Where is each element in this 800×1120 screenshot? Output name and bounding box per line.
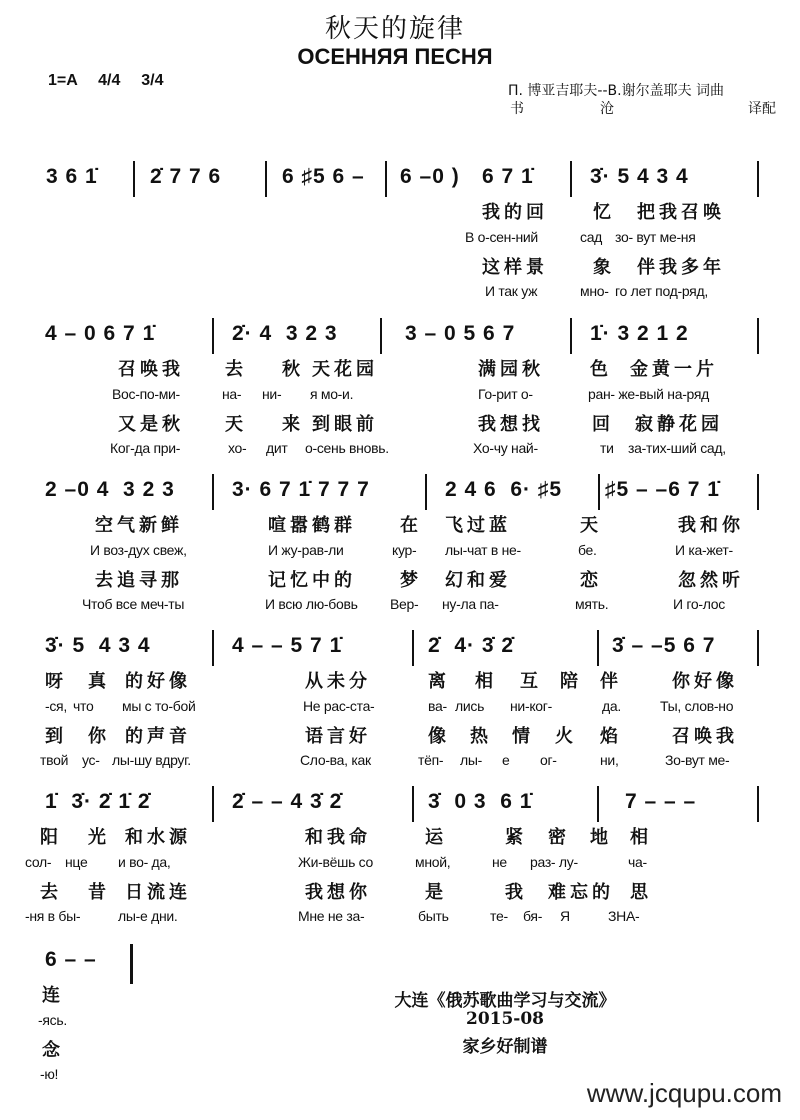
lyric-russian: кур- xyxy=(392,542,417,558)
footer-maker: 家乡好制谱 xyxy=(462,1037,548,1057)
lyric-russian: лы-шу вдруг. xyxy=(112,752,191,768)
lyric-chinese: 难忘的 xyxy=(548,882,614,903)
measure-notes: 6 – – xyxy=(45,948,97,971)
lyric-chinese: 语言好 xyxy=(305,726,371,747)
lyric-chinese: 到 xyxy=(45,726,67,747)
title-chinese: 秋天的旋律 xyxy=(324,14,465,44)
lyric-chinese: 忆 xyxy=(593,202,615,223)
lyric-russian: те- xyxy=(490,908,508,924)
lyric-chinese: 呀 xyxy=(45,671,67,692)
lyric-chinese: 密 xyxy=(548,827,570,848)
lyric-russian: мно- xyxy=(580,283,609,299)
lyric-chinese: 召唤我 xyxy=(672,726,738,747)
lyric-russian: Чтоб все меч-ты xyxy=(82,596,185,612)
measure-notes: 2̇ 4· 3̇ 2̇ xyxy=(428,634,515,657)
lyric-chinese: 象 xyxy=(593,257,615,278)
lyric-russian: Вос-по-ми- xyxy=(112,386,180,402)
measure-notes: 1̇ 3̇· 2̇ 1̇ 2̇ xyxy=(45,790,151,813)
lyric-chinese: 和我命 xyxy=(305,827,371,848)
lyric-chinese: 秋 xyxy=(282,359,304,380)
lyric-chinese: 念 xyxy=(42,1040,64,1061)
lyric-chinese: 紧 xyxy=(505,827,527,848)
lyric-chinese: 恋 xyxy=(580,570,602,591)
measure-notes: 6 ♯5 6 – xyxy=(282,165,365,188)
lyric-russian: что xyxy=(73,698,94,714)
lyric-russian: В о-сен-ний xyxy=(465,229,538,245)
lyric-chinese: 忽然听 xyxy=(678,570,744,591)
credits-composers: П. 博亚吉耶夫--В.谢尔盖耶夫 词曲 xyxy=(508,83,725,99)
barline xyxy=(212,786,214,822)
lyric-russian: мы с то-бой xyxy=(122,698,196,714)
lyric-russian: я мо-и. xyxy=(310,386,354,402)
credits-translator-2: 沧 xyxy=(600,101,614,117)
barline xyxy=(133,161,135,197)
barline xyxy=(412,630,414,666)
lyric-russian: И го-лос xyxy=(673,596,725,612)
lyric-russian: ни, xyxy=(600,752,619,768)
footer-source: 大连《俄苏歌曲学习与交流》 xyxy=(394,991,616,1011)
lyric-russian: го лет под-ряд, xyxy=(615,283,708,299)
lyric-chinese: 的声音 xyxy=(125,726,191,747)
measure-notes: 4 – – 5 7 1̇ xyxy=(232,634,343,657)
lyric-russian: И ка-жет- xyxy=(675,542,733,558)
lyric-chinese: 是 xyxy=(425,882,447,903)
lyric-russian: -ся, xyxy=(45,698,67,714)
lyric-russian: твой xyxy=(40,752,69,768)
measure-notes: ♯5 – –6 7 1̇ xyxy=(605,478,720,501)
lyric-chinese: 地 xyxy=(590,827,612,848)
lyric-chinese: 你好像 xyxy=(672,671,738,692)
measure-notes: 3̇ – –5 6 7 xyxy=(612,634,716,657)
lyric-chinese: 我的回 xyxy=(482,202,548,223)
key-signature: 1=A 4/4 3/4 xyxy=(48,72,164,89)
measure-notes: 3· 6 7 1̇ 7 7 7 xyxy=(232,478,370,501)
lyric-chinese: 去追寻那 xyxy=(95,570,183,591)
lyric-chinese: 连 xyxy=(42,985,64,1006)
lyric-russian: сад xyxy=(580,229,603,245)
measure-notes: 2 4 6 6· ♯5 xyxy=(445,478,563,501)
measure-notes: 3 – 0 5 6 7 xyxy=(405,322,516,345)
lyric-chinese: 来 xyxy=(282,414,304,435)
lyric-russian: Мне не за- xyxy=(298,908,365,924)
lyric-chinese: 我想找 xyxy=(478,414,544,435)
lyric-russian: бя- xyxy=(523,908,543,924)
lyric-russian: Го-рит о- xyxy=(478,386,533,402)
barline xyxy=(130,944,133,984)
barline xyxy=(570,161,572,197)
lyric-chinese: 阳 xyxy=(40,827,62,848)
lyric-russian: Зо-вут ме- xyxy=(665,752,730,768)
lyric-russian: Ты, слов-но xyxy=(660,698,734,714)
measure-notes: 7 – – – xyxy=(625,790,697,813)
lyric-chinese: 天花园 xyxy=(312,359,378,380)
lyric-russian: Хо-чу най- xyxy=(473,440,538,456)
lyric-russian: ран- же-вый на-ряд xyxy=(588,386,710,402)
lyric-chinese: 思 xyxy=(630,882,652,903)
lyric-chinese: 的好像 xyxy=(125,671,191,692)
lyric-chinese: 寂静花园 xyxy=(635,414,723,435)
lyric-russian: тёп- xyxy=(418,752,444,768)
measure-notes: 3̇· 5 4 3 4 xyxy=(590,165,689,188)
lyric-russian: лы- xyxy=(460,752,482,768)
lyric-russian: на- xyxy=(222,386,242,402)
lyric-chinese: 情 xyxy=(512,726,534,747)
lyric-russian: и во- да, xyxy=(118,854,171,870)
barline xyxy=(570,318,572,354)
lyric-russian: И так уж xyxy=(485,283,538,299)
lyric-chinese: 到眼前 xyxy=(312,414,378,435)
barline xyxy=(757,786,759,822)
lyric-russian: лы-чат в не- xyxy=(445,542,521,558)
measure-notes: 2̇· 4 3 2 3 xyxy=(232,322,338,345)
barline xyxy=(757,161,759,197)
lyric-russian: Я xyxy=(560,908,570,924)
lyric-russian: е xyxy=(502,752,510,768)
lyric-chinese: 去 xyxy=(40,882,62,903)
lyric-russian: за-тих-ший сад, xyxy=(628,440,726,456)
footer-date: 2015-08 xyxy=(465,1009,545,1029)
lyric-russian: И жу-рав-ли xyxy=(268,542,344,558)
barline xyxy=(412,786,414,822)
lyric-chinese: 空气新鲜 xyxy=(95,515,183,536)
lyric-chinese: 梦 xyxy=(400,570,422,591)
barline xyxy=(757,318,759,354)
lyric-russian: ЗНА- xyxy=(608,908,640,924)
barline xyxy=(597,786,599,822)
lyric-russian: ог- xyxy=(540,752,557,768)
lyric-russian: мной, xyxy=(415,854,451,870)
lyric-chinese: 把我召唤 xyxy=(637,202,725,223)
lyric-chinese: 离 xyxy=(428,671,450,692)
barline xyxy=(212,630,214,666)
measure-notes: 2 –0 4 3 2 3 xyxy=(45,478,175,501)
lyric-chinese: 记忆中的 xyxy=(268,570,356,591)
lyric-chinese: 幻和爱 xyxy=(445,570,511,591)
measure-notes: 3̇· 5 4 3 4 xyxy=(45,634,151,657)
lyric-russian: ва- xyxy=(428,698,447,714)
credits-translator-1: 书 xyxy=(510,101,524,117)
lyric-russian: бе. xyxy=(578,542,597,558)
lyric-chinese: 运 xyxy=(425,827,447,848)
lyric-chinese: 互 xyxy=(520,671,542,692)
lyric-chinese: 我想你 xyxy=(305,882,371,903)
measure-notes: 4 – 0 6 7 1̇ xyxy=(45,322,156,345)
lyric-russian: не xyxy=(492,854,507,870)
lyric-chinese: 焰 xyxy=(600,726,622,747)
lyric-chinese: 相 xyxy=(630,827,652,848)
lyric-chinese: 光 xyxy=(88,827,110,848)
lyric-russian: Сло-ва, как xyxy=(300,752,371,768)
lyric-russian: ча- xyxy=(628,854,647,870)
lyric-russian: раз- лу- xyxy=(530,854,578,870)
barline xyxy=(757,474,759,510)
barline xyxy=(212,318,214,354)
measure-notes: 1̇· 3 2 1 2 xyxy=(590,322,689,345)
lyric-russian: ни-ког- xyxy=(510,698,552,714)
lyric-russian: лы-е дни. xyxy=(118,908,178,924)
barline xyxy=(757,630,759,666)
lyric-russian: И всю лю-бовь xyxy=(265,596,358,612)
measure-notes: 3 6 1̇ xyxy=(46,165,98,188)
lyric-chinese: 天 xyxy=(225,414,247,435)
lyric-chinese: 火 xyxy=(555,726,577,747)
lyric-chinese: 金黄一片 xyxy=(630,359,718,380)
lyric-chinese: 满园秋 xyxy=(478,359,544,380)
lyric-chinese: 昔 xyxy=(88,882,110,903)
lyric-chinese: 去 xyxy=(225,359,247,380)
lyric-chinese: 你 xyxy=(88,726,110,747)
lyric-russian: ти xyxy=(600,440,614,456)
measure-notes: 2̇ – – 4 3̇ 2̇ xyxy=(232,790,343,813)
barline xyxy=(265,161,267,197)
lyric-russian: сол- xyxy=(25,854,52,870)
title-russian: ОСЕННЯЯ ПЕСНЯ xyxy=(297,44,493,69)
lyric-chinese: 在 xyxy=(400,515,422,536)
lyric-russian: Не рас-ста- xyxy=(303,698,375,714)
lyric-chinese: 日流连 xyxy=(125,882,191,903)
lyric-russian: И воз-дух свеж, xyxy=(90,542,187,558)
lyric-chinese: 伴 xyxy=(600,671,622,692)
lyric-chinese: 和水源 xyxy=(125,827,191,848)
lyric-russian: нце xyxy=(65,854,88,870)
lyric-russian: ус- xyxy=(82,752,100,768)
lyric-chinese: 相 xyxy=(475,671,497,692)
lyric-russian: -ясь. xyxy=(38,1012,67,1028)
measure-notes: 3̇ 0 3 6 1̇ xyxy=(428,790,533,813)
barline xyxy=(425,474,427,510)
lyric-russian: мять. xyxy=(575,596,609,612)
barline xyxy=(597,630,599,666)
measure-notes: 6 –0 ) xyxy=(400,165,460,188)
lyric-russian: -ю! xyxy=(40,1066,59,1082)
lyric-chinese: 真 xyxy=(88,671,110,692)
lyric-chinese: 天 xyxy=(580,515,602,536)
lyric-russian: Вер- xyxy=(390,596,419,612)
lyric-chinese: 我 xyxy=(505,882,527,903)
watermark: www.jcqupu.com xyxy=(586,1078,782,1108)
lyric-russian: зо- вут ме-ня xyxy=(615,229,696,245)
lyric-chinese: 色 xyxy=(590,359,612,380)
lyric-russian: Жи-вёшь со xyxy=(298,854,373,870)
lyric-russian: Ког-да при- xyxy=(110,440,181,456)
barline xyxy=(380,318,382,354)
lyric-chinese: 从未分 xyxy=(305,671,371,692)
lyric-chinese: 喧嚣鹤群 xyxy=(268,515,356,536)
lyric-russian: быть xyxy=(418,908,449,924)
lyric-chinese: 我和你 xyxy=(678,515,744,536)
lyric-chinese: 又是秋 xyxy=(118,414,184,435)
barline xyxy=(385,161,387,197)
lyric-russian: дит xyxy=(266,440,288,456)
measure-notes: 2̇ 7 7 6 xyxy=(150,165,222,188)
lyric-russian: лись xyxy=(455,698,485,714)
credits-translator-role: 译配 xyxy=(748,101,776,117)
lyric-chinese: 召唤我 xyxy=(118,359,184,380)
lyric-chinese: 飞过蓝 xyxy=(445,515,511,536)
lyric-chinese: 像 xyxy=(428,726,450,747)
lyric-russian: ни- xyxy=(262,386,282,402)
barline xyxy=(212,474,214,510)
lyric-russian: -ня в бы- xyxy=(25,908,81,924)
lyric-chinese: 伴我多年 xyxy=(637,257,725,278)
lyric-russian: ну-ла па- xyxy=(442,596,499,612)
lyric-chinese: 陪 xyxy=(560,671,582,692)
measure-notes: 6 7 1̇ xyxy=(482,165,534,188)
lyric-chinese: 回 xyxy=(592,414,614,435)
lyric-russian: хо- xyxy=(228,440,247,456)
lyric-chinese: 热 xyxy=(470,726,492,747)
lyric-russian: да. xyxy=(602,698,621,714)
lyric-chinese: 这样景 xyxy=(482,257,548,278)
lyric-russian: о-сень вновь. xyxy=(305,440,389,456)
barline xyxy=(598,474,600,510)
